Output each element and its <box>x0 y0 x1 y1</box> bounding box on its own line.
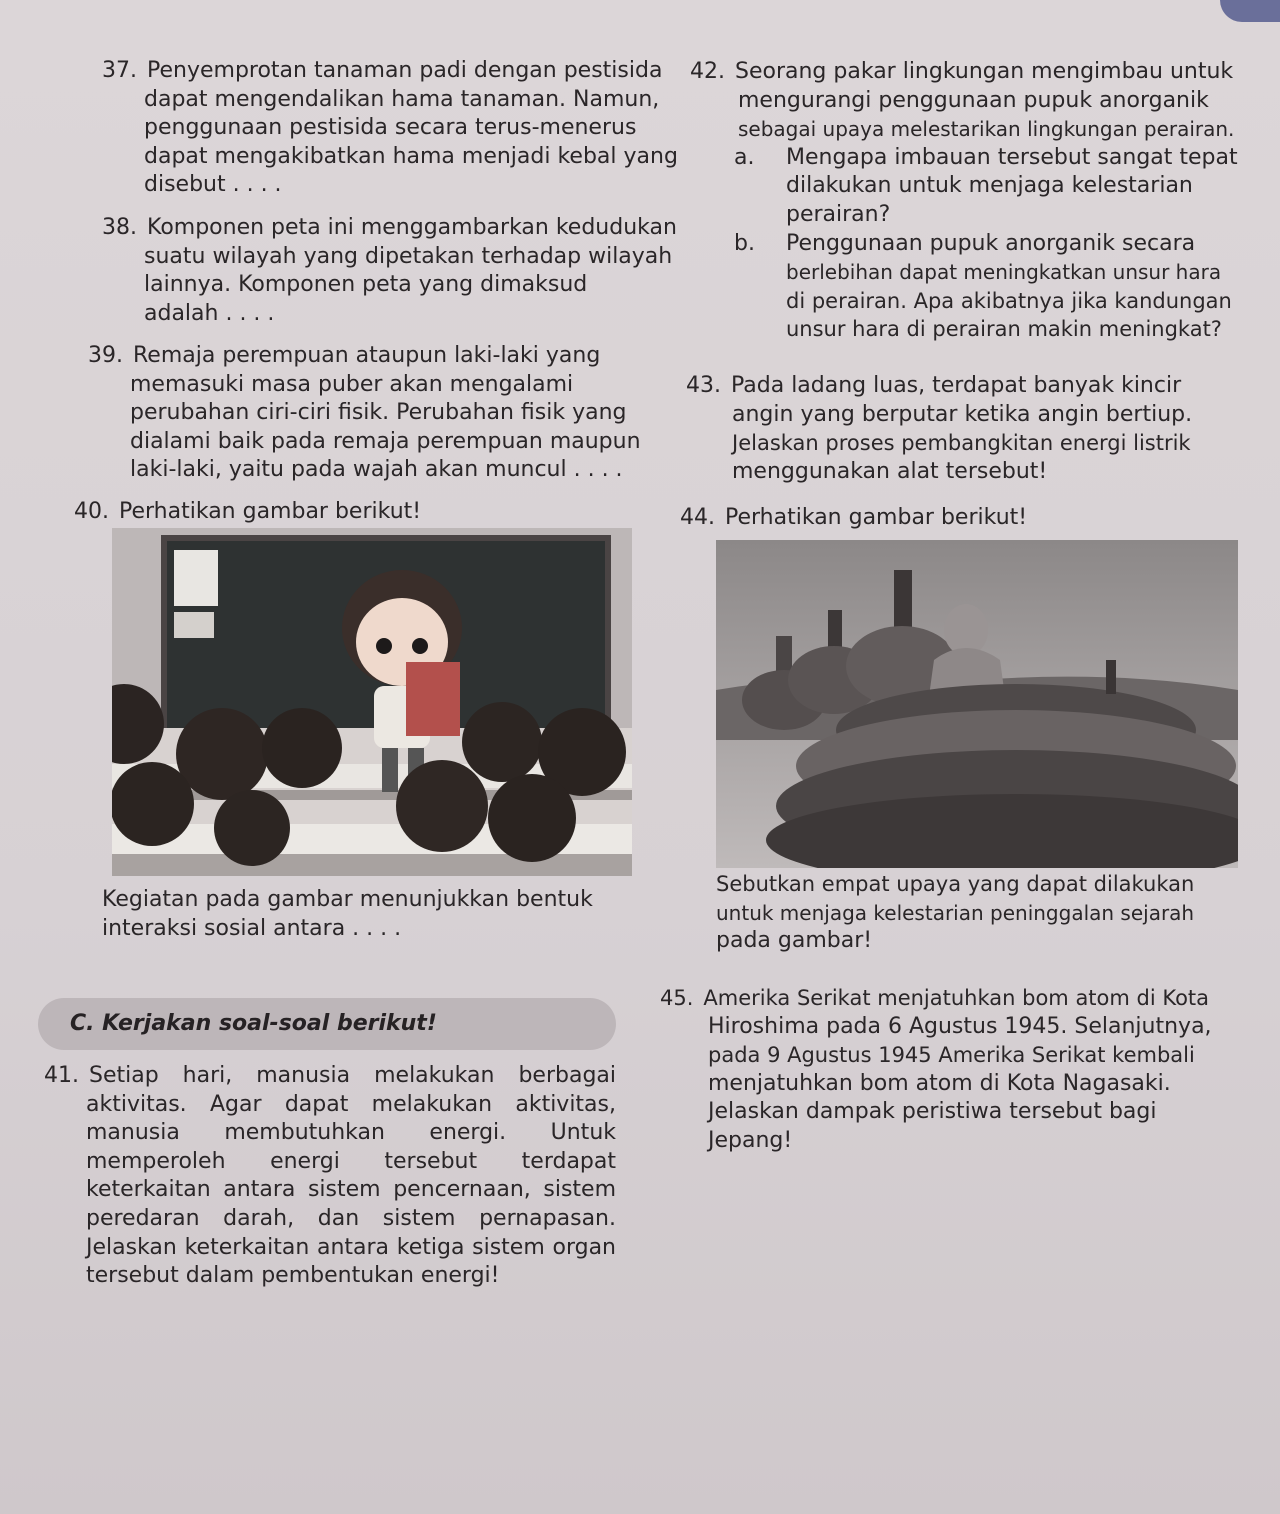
question-line: dapat mengakibatkan hama menjadi kebal yang <box>144 143 678 169</box>
question-number: 45. <box>660 986 694 1010</box>
question-line: interaksi sosial antara . . . . <box>102 915 402 941</box>
question-prompt: Perhatikan gambar berikut! <box>725 505 1028 530</box>
question-line: memasuki masa puber akan mengalami <box>130 371 574 397</box>
question-line: memperoleh energi tersebut terdapat <box>86 1148 616 1174</box>
question-line: adalah . . . . <box>144 300 275 326</box>
question-line: tersebut dalam pembentukan energi! <box>86 1263 500 1289</box>
section-title: C. Kerjakan soal-soal berikut! <box>70 1011 437 1036</box>
classroom-illustration <box>112 528 632 876</box>
held-book <box>406 662 460 736</box>
question-line: Amerika Serikat menjatuhkan bom atom di Kota <box>703 986 1210 1010</box>
question-line: unsur hara di perairan makin meningkat? <box>786 317 1222 342</box>
question-line: Jepang! <box>708 1127 793 1153</box>
question-number: 41. <box>44 1063 79 1088</box>
question-line: untuk menjaga kelestarian peninggalan sejarah <box>716 900 1195 925</box>
question-line: Kegiatan pada gambar menunjukkan bentuk <box>102 887 593 912</box>
question-line: dialami baik pada remaja perempuan maupun <box>130 428 641 454</box>
question-line: Jelaskan proses pembangkitan energi listrik <box>732 431 1191 456</box>
question-line: Mengapa imbauan tersebut sangat tepat <box>786 144 1238 170</box>
question-line: disebut . . . . <box>144 172 282 198</box>
borobudur-photo <box>716 540 1238 868</box>
question-44 <box>680 504 1240 533</box>
question-42 <box>690 58 1250 344</box>
question-line: Pada ladang luas, terdapat banyak kincir <box>731 373 1182 398</box>
question-number: 40. <box>74 499 109 524</box>
subitem-label: b. <box>734 230 755 256</box>
question-line: keterkaitan antara sistem pencernaan, sistem <box>86 1177 616 1203</box>
question-line: laki-laki, yaitu pada wajah akan muncul . . . . <box>130 457 623 483</box>
question-line: sebagai upaya melestarikan lingkungan perairan. <box>738 117 1235 142</box>
question-45 <box>660 984 1250 1156</box>
question-subitem-b <box>690 230 1250 259</box>
question-line: Hiroshima pada 6 Agustus 1945. Selanjutnya, <box>708 1013 1212 1039</box>
question-line: perubahan ciri-ciri fisik. Perubahan fisik yang <box>130 400 627 426</box>
question-40-caption <box>102 886 662 943</box>
question-line: menggunakan alat tersebut! <box>732 458 1048 484</box>
question-line: Komponen peta ini menggambarkan kedudukan <box>147 215 677 240</box>
question-39 <box>88 342 648 485</box>
question-line: pada 9 Agustus 1945 Amerika Serikat kembali <box>708 1043 1195 1068</box>
question-line: peredaran darah, dan sistem pernapasan. <box>86 1205 616 1231</box>
section-c-heading <box>38 998 616 1050</box>
question-number: 37. <box>102 58 137 83</box>
question-line: aktivitas. Agar dapat melakukan aktivitas, <box>86 1091 616 1117</box>
question-line: penggunaan pestisida secara terus-menerus <box>144 115 637 141</box>
question-line: Penggunaan pupuk anorganik secara <box>786 230 1196 256</box>
question-line: mengurangi penggunaan pupuk anorganik <box>738 87 1209 113</box>
page-corner-accent <box>1220 0 1280 22</box>
question-line: Jelaskan keterkaitan antara ketiga sistem organ <box>86 1234 616 1260</box>
question-line: menjatuhkan bom atom di Kota Nagasaki. <box>708 1070 1171 1096</box>
question-line: suatu wilayah yang dipetakan terhadap wilayah <box>144 243 673 269</box>
question-line: dilakukan untuk menjaga kelestarian <box>786 173 1193 199</box>
question-line: dapat mengendalikan hama tanaman. Namun, <box>144 86 660 112</box>
question-line: Penyemprotan tanaman padi dengan pestisida <box>147 58 663 83</box>
question-38 <box>102 214 677 328</box>
question-line: perairan? <box>786 201 891 227</box>
question-line: berlebihan dapat meningkatkan unsur hara <box>786 260 1222 285</box>
question-number: 38. <box>102 215 137 240</box>
question-41 <box>44 1062 616 1291</box>
question-37 <box>102 57 678 200</box>
question-line: pada gambar! <box>716 928 873 954</box>
question-40 <box>74 498 634 527</box>
question-number: 42. <box>690 59 725 84</box>
question-number: 44. <box>680 505 715 530</box>
question-line: Remaja perempuan ataupun laki-laki yang <box>133 343 601 368</box>
question-line: Seorang pakar lingkungan mengimbau untuk <box>735 59 1234 84</box>
question-number: 39. <box>88 343 123 368</box>
subitem-label: a. <box>734 144 755 170</box>
question-line: Sebutkan empat upaya yang dapat dilakukan <box>716 872 1195 896</box>
question-line: Setiap hari, manusia melakukan berbagai <box>89 1063 616 1088</box>
poster <box>174 550 218 606</box>
question-line: angin yang berputar ketika angin bertiup. <box>732 401 1193 427</box>
question-prompt: Perhatikan gambar berikut! <box>119 499 422 524</box>
question-44-caption <box>716 870 1246 956</box>
question-43 <box>686 372 1246 486</box>
question-subitem-a <box>690 144 1250 173</box>
question-line: manusia membutuhkan energi. Untuk <box>86 1120 616 1146</box>
question-number: 43. <box>686 373 721 398</box>
question-line: di perairan. Apa akibatnya jika kandungan <box>786 288 1232 313</box>
question-line: lainnya. Komponen peta yang dimaksud <box>144 272 588 298</box>
question-line: Jelaskan dampak peristiwa tersebut bagi <box>708 1099 1157 1125</box>
